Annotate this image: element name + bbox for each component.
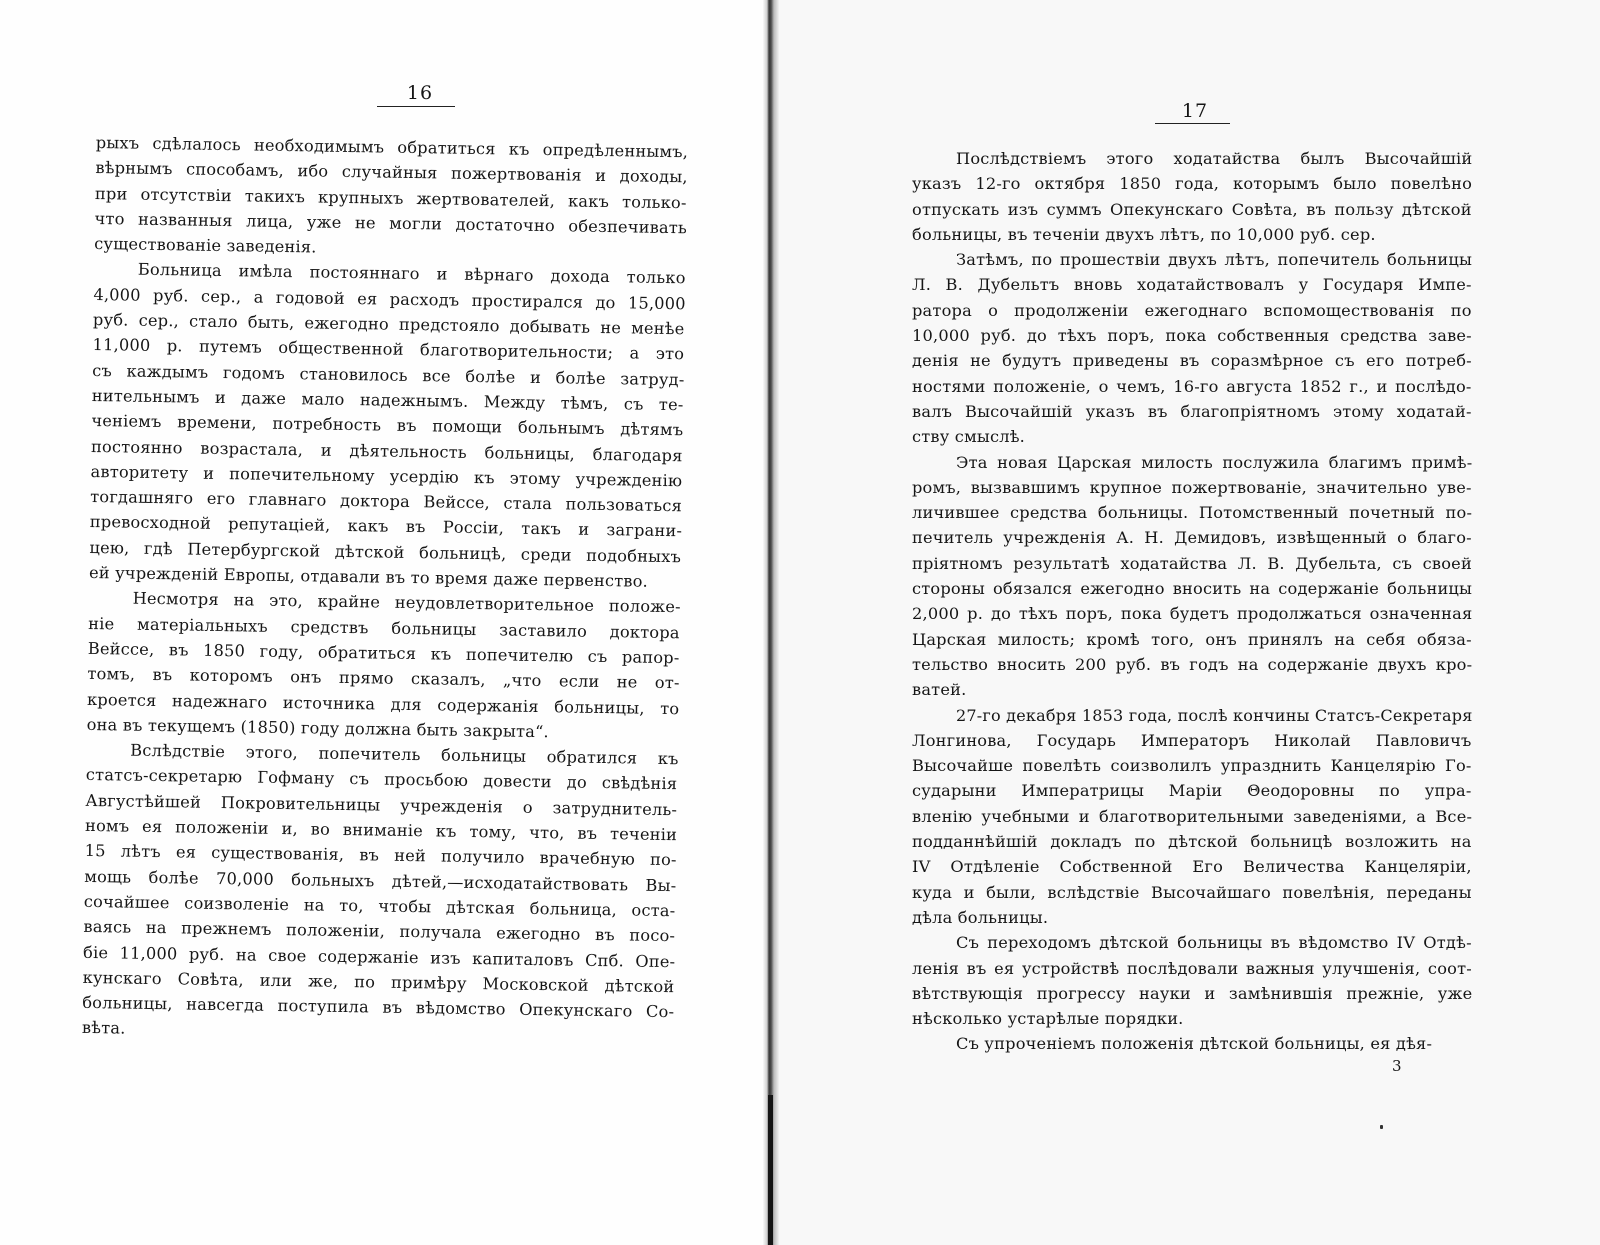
text-line: Царская милость; кромѣ того, онъ принялъ на себя обяза- [912,629,1472,649]
text-line: ностями положеніе, о чемъ, 16-го августа 1852 г., и послѣдо- [912,376,1472,396]
text-line: подданнѣйшій докладъ по дѣтской больницѣ возложить на [912,832,1472,852]
text-line: ніе матеріальныхъ средствъ больницы заставило доктора [88,613,680,642]
text-line: ваясь на прежнемъ положеніи, получала ежегодно въ посо- [83,917,676,946]
text-line: 15 лѣтъ ея существованія, въ ней получило врачебную по- [84,841,677,870]
text-line: дѣла больницы. [912,907,1049,927]
text-line: Съ упроченіемъ положенія дѣтской больницы, ея дѣя- [956,1034,1433,1054]
text-line: Августѣйшей Покровительницы учрежденія о затруднитель- [85,790,678,819]
text-line: что названныя лица, уже не могли достаточно обезпечивать [94,208,688,238]
text-line: нительнымъ и даже мало надежнымъ. Между тѣмъ, съ те- [91,385,684,415]
text-line: томъ, въ которомъ онъ прямо сказалъ, „что если не от- [87,664,680,693]
text-line: Затѣмъ, по прошествіи двухъ лѣтъ, попечитель больницы [956,250,1473,270]
right-page-text [912,146,1472,1057]
text-line: Л. В. Дубельтъ вновь ходатайствовалъ у Государя Импе- [912,275,1472,295]
text-line: ватей. [912,680,967,700]
text-line: ромъ, вызвавшимъ крупное пожертвованіе, значительно уве- [912,477,1472,497]
text-line: ству смыслѣ. [912,427,1026,447]
signature-mark: 3 [1392,1057,1402,1075]
text-line: IV Отдѣленіе Собственной Его Величества Канцеляріи, [912,857,1472,877]
text-line: больницы, навсегда поступила въ вѣдомство Опекунскаго Со- [82,992,675,1022]
text-line: номъ ея положеніи и, во вниманіе къ тому, что, въ теченіи [84,815,678,845]
text-line: денія не будутъ приведены въ соразмѣрное съ его потреб- [912,351,1472,371]
book-gutter [763,0,779,1245]
text-line: она въ текущемъ (1850) году должна быть закрыта“. [86,714,550,742]
text-line: вѣта. [81,1018,126,1038]
text-line: съ каждымъ годомъ становилось все болѣе и болѣе затруд- [92,360,685,389]
text-line: сударыни Императрицы Маріи Θеодоровны по упра- [912,781,1472,801]
text-line: Несмотря на это, крайне неудовлетворительное положе- [132,588,681,617]
text-line: Вейссе, въ 1850 году, обратиться къ попечителю съ рапор- [87,638,680,668]
text-line: 4,000 руб. сер., а годовой ея расходъ простирался до 15,000 [93,284,686,314]
page-number-rule-right [1155,123,1230,124]
text-line: статсъ-секретарю Гофману съ просьбою довести до свѣдѣнія [85,765,678,794]
binding-mark [768,1095,773,1245]
text-line: Эта новая Царская милость послужила благимъ примѣ- [956,452,1473,472]
text-line: мощь болѣе 70,000 больныхъ дѣтей,—исходатайствовать Вы- [84,866,677,895]
text-line: указъ 12-го октября 1850 года, которымъ было повелѣно [912,174,1473,194]
text-line: постоянно возрастала, и дѣятельность больницы, благодаря [90,436,683,465]
text-line: печитель учрежденія А. Н. Демидовъ, извѣщенный о благо- [912,528,1472,548]
text-line: при отсутствіи такихъ крупныхъ жертвователей, какъ только- [94,183,687,212]
text-line: отпускать изъ суммъ Опекунскаго Совѣта, въ пользу дѣтской [912,199,1472,219]
text-line: 2,000 р. до тѣхъ поръ, пока будетъ продолжаться означенная [912,604,1473,624]
text-line: сочайшее соизволеніе на то, чтобы дѣтская больница, оста- [83,891,676,921]
page-number-left: 16 [406,82,434,104]
text-line: Больница имѣла постояннаго и вѣрнаго дохода только [137,260,686,288]
text-line: ченіемъ времени, потребность въ помощи больнымъ дѣтямъ [91,411,684,440]
text-line: біе 11,000 руб. на свое содержаніе изъ капиталовъ Спб. Опе- [82,942,676,971]
text-line: нѣсколько устарѣлые порядки. [912,1009,1184,1029]
text-line: ратора о продолженіи ежегоднаго вспомоществованія по [912,300,1472,320]
text-line: личившее средства больницы. Потомственный почетный по- [912,503,1473,523]
text-line: цею, гдѣ Петербургской дѣтской больницѣ, среди подобныхъ [89,537,682,566]
page-number-right: 17 [1181,100,1209,122]
text-line: авторитету и попечительному усердію къ этому учрежденію [90,461,683,491]
text-line: тельство вносить 200 руб. въ годъ на содержаніе двухъ кро- [912,654,1473,674]
text-line: Послѣдствіемъ этого ходатайства былъ Высочайшій [956,149,1473,168]
text-line: вѣтствующія прогрессу науки и замѣнившія прежніе, уже [912,983,1473,1003]
left-page [0,0,763,1245]
text-line: стороны обязался ежегодно вносить на содержаніе больницы [912,579,1473,599]
text-line: кунскаго Совѣта, или же, по примѣру Московской дѣтской [82,967,675,996]
text-line: Съ переходомъ дѣтской больницы въ вѣдомство IV Отдѣ- [956,933,1472,953]
text-line: валъ Высочайшій указъ въ благопріятномъ этому ходатай- [912,401,1472,421]
text-line: руб. сер., стало быть, ежегодно предстояло добывать не менѣе [92,310,685,339]
text-line: ленія въ ея устройствѣ послѣдовали важныя улучшенія, соот- [912,958,1472,978]
text-line: 10,000 руб. до тѣхъ поръ, пока собственныя средства заве- [912,326,1472,346]
text-line: существованіе заведенія. [94,234,317,257]
text-line: Высочайше повелѣть соизволилъ упразднить Канцелярію Го- [912,756,1472,776]
text-line: ей учрежденій Европы, отдавали въ то время даже первенство. [88,562,649,591]
text-line: тогдашняго его главнаго доктора Вейссе, стала пользоваться [90,487,683,516]
page-number-rule-left [377,106,455,107]
text-line: вленію учебными и благотворительными заведеніями, а Все- [912,806,1473,826]
text-line: Лонгинова, Государь Императоръ Николай Павловичъ [912,730,1472,750]
text-line: 11,000 р. путемъ общественной благотворительности; а это [92,335,685,364]
text-line: пріятномъ результатѣ ходатайства Л. В. Дубельта, съ своей [912,553,1472,573]
left-page-text [82,130,688,1050]
text-line: вѣрнымъ способамъ, ибо случайныя пожертвованія и доходы, [95,158,688,187]
text-line: Вслѣдствіе этого, попечитель больницы обратился къ [130,740,679,769]
text-line: кроется надежнаго источника для содержанія больницы, то [86,689,680,718]
text-line: 27-го декабря 1853 года, послѣ кончины Статсъ-Секретаря [956,705,1473,725]
text-line: куда и были, вслѣдствіе Высочайшаго повелѣнія, переданы [912,882,1472,902]
text-line: превосходной репутаціей, какъ въ Россіи, такъ и заграни- [89,512,683,541]
text-line: рыхъ сдѣлалось необходимымъ обратиться къ опредѣленнымъ, [95,132,689,162]
ink-speck [1380,1125,1383,1129]
text-line: больницы, въ теченіи двухъ лѣтъ, по 10,000 руб. сер. [912,224,1376,244]
